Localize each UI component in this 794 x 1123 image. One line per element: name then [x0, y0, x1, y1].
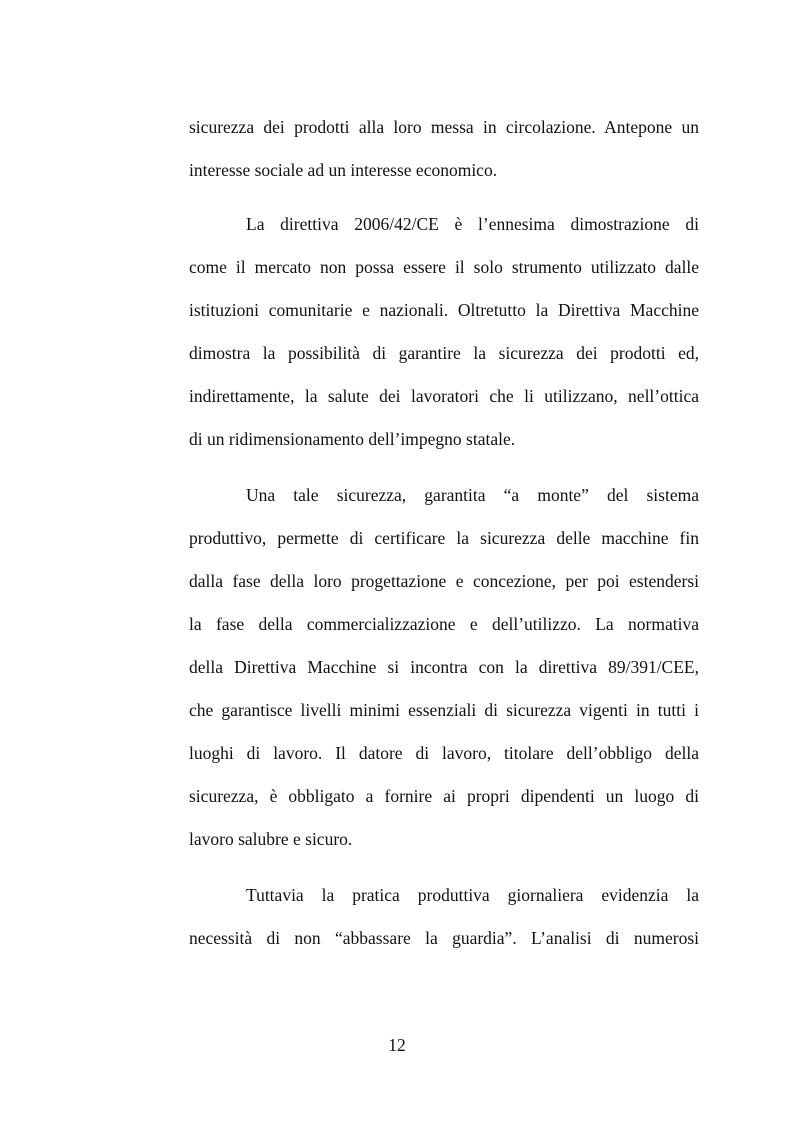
paragraph-3-line-6: che garantisce livelli minimi essenziali di sicurezza vigenti in tutti i: [189, 700, 699, 720]
paragraph-2-line-4: dimostra la possibilità di garantire la sicurezza dei prodotti ed,: [189, 343, 699, 363]
paragraph-1-line-2: interesse sociale ad un interesse economico.: [189, 160, 498, 180]
paragraph-2-line-5: indirettamente, la salute dei lavoratori che li utilizzano, nell’ottica: [189, 386, 699, 406]
paragraph-1-line-1: sicurezza dei prodotti alla loro messa in circolazione. Antepone un: [189, 117, 699, 137]
paragraph-3-line-8: sicurezza, è obbligato a fornire ai propri dipendenti un luogo di: [189, 786, 699, 806]
paragraph-3-line-3: dalla fase della loro progettazione e concezione, per poi estendersi: [189, 571, 699, 591]
paragraph-3-line-7: luoghi di lavoro. Il datore di lavoro, titolare dell’obbligo della: [189, 743, 699, 763]
paragraph-2-line-2: come il mercato non possa essere il solo strumento utilizzato dalle: [189, 257, 699, 277]
paragraph-3-line-5: della Direttiva Macchine si incontra con la direttiva 89/391/CEE,: [189, 657, 699, 677]
paragraph-4-line-1: Tuttavia la pratica produttiva giornaliera evidenzia la: [246, 885, 699, 905]
paragraph-4-line-2: necessità di non “abbassare la guardia”. L’analisi di numerosi: [189, 928, 699, 948]
paragraph-3-line-2: produttivo, permette di certificare la sicurezza delle macchine fin: [189, 528, 699, 548]
page-number: 12: [388, 1035, 406, 1055]
paragraph-3-line-1: Una tale sicurezza, garantita “a monte” del sistema: [246, 485, 699, 505]
paragraph-3-line-4: la fase della commercializzazione e dell’utilizzo. La normativa: [189, 614, 699, 634]
paragraph-2-line-6: di un ridimensionamento dell’impegno statale.: [189, 429, 516, 449]
paragraph-2-line-3: istituzioni comunitarie e nazionali. Oltretutto la Direttiva Macchine: [189, 300, 699, 320]
paragraph-2-line-1: La direttiva 2006/42/CE è l’ennesima dimostrazione di: [246, 214, 699, 234]
paragraph-3-line-9: lavoro salubre e sicuro.: [189, 829, 353, 849]
